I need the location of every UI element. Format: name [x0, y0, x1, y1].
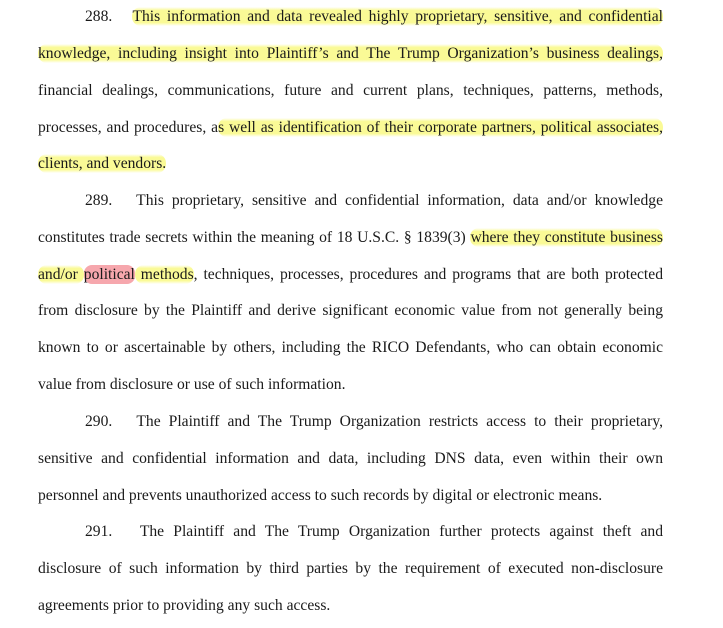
paragraph-289-line-5	[38, 337, 663, 359]
paragraph-289-line-2	[38, 227, 663, 249]
text-line: disclosure of such information by third parties by the requirement of executed non-disclosure	[38, 560, 663, 577]
paragraph-289-line-3	[38, 264, 663, 286]
text-segment: , techniques, processes, procedures and programs that are both protected	[193, 266, 663, 283]
text-line: known to or ascertainable by others, including the RICO Defendants, who can obtain economic	[38, 339, 663, 356]
paragraph-288-line-4	[38, 117, 663, 139]
paragraph-number-288: 288.	[85, 8, 113, 25]
text-segment: The Plaintiff and The Trump Organization further protects against theft and	[139, 523, 663, 540]
highlight-yellow: and/or	[38, 266, 84, 283]
paragraph-290-line-2	[38, 448, 663, 470]
paragraph-290-line-1	[38, 411, 663, 433]
text-segment: The Plaintiff and The Trump Organization restricts access to their proprietary,	[136, 413, 663, 430]
highlight-yellow: where they constitute business	[470, 229, 663, 246]
text-segment: constitutes trade secrets within the meaning of 18 U.S.C. § 1839(3)	[38, 229, 471, 246]
paragraph-288-line-2	[38, 43, 663, 65]
paragraph-289-line-1	[38, 190, 663, 212]
paragraph-288-line-3	[38, 80, 663, 102]
paragraph-291-line-1	[38, 521, 663, 543]
paragraph-288-line-5	[38, 153, 663, 175]
paragraph-290-line-3	[38, 485, 663, 507]
text-line: agreements prior to providing any such access.	[38, 597, 331, 614]
text-line: from disclosure by the Plaintiff and derive significant economic value from not generally being	[38, 302, 663, 319]
paragraph-289-line-4	[38, 300, 663, 322]
paragraph-288-line-1	[38, 6, 663, 28]
paragraph-number-290: 290.	[85, 413, 113, 430]
highlight-pink: political	[83, 266, 135, 283]
paragraph-291-line-3	[38, 595, 663, 617]
highlight-yellow: knowledge, including insight into Plaintiff’s and The Trump Organization’s business dealings,	[38, 45, 663, 62]
paragraph-289-line-6	[38, 374, 663, 396]
highlight-yellow: This information and data revealed highly proprietary, sensitive, and confidential	[132, 8, 663, 25]
text-line: value from disclosure or use of such information.	[38, 376, 346, 393]
text-line: sensitive and confidential information and data, including DNS data, even within their own	[38, 450, 663, 467]
paragraph-number-289: 289.	[85, 192, 113, 209]
text-line: financial dealings, communications, future and current plans, techniques, patterns, methods,	[38, 82, 663, 99]
highlight-yellow: s well as identification of their corporate partners, political associates,	[218, 119, 663, 136]
highlight-yellow: clients, and vendors.	[38, 155, 167, 172]
text-segment: processes, and procedures, a	[38, 119, 219, 136]
text-line: personnel and prevents unauthorized access to such records by digital or electronic means.	[38, 487, 603, 504]
paragraph-291-line-2	[38, 558, 663, 580]
text-segment: This proprietary, sensitive and confidential information, data and/or knowledge	[136, 192, 663, 209]
highlight-yellow: methods	[134, 266, 194, 283]
paragraph-number-291: 291.	[85, 523, 113, 540]
